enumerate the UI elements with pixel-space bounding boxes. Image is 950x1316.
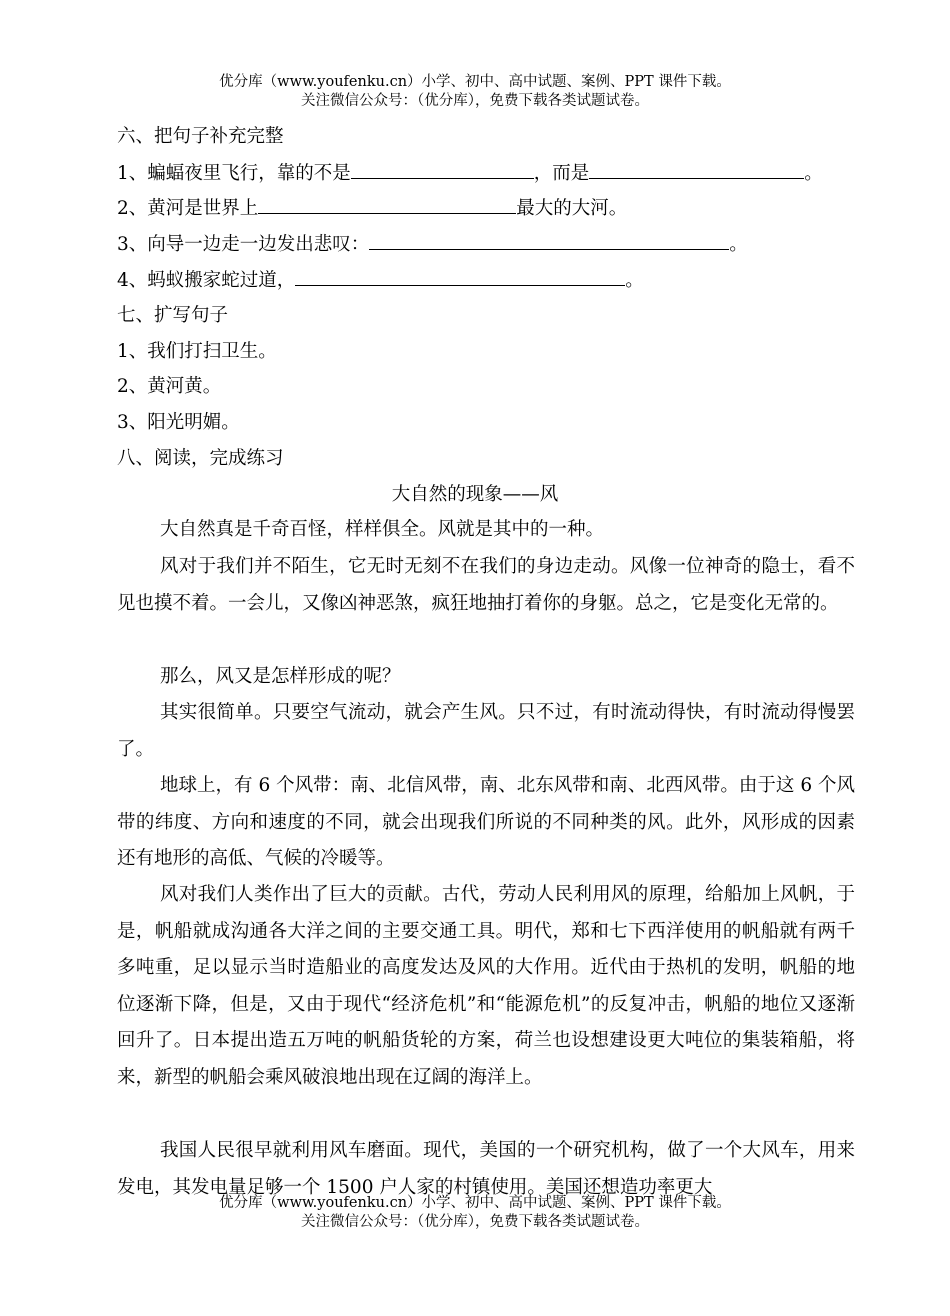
question-6-4-text-b: 。	[625, 270, 644, 291]
section-8-title: 八、阅读，完成练习	[117, 448, 284, 469]
article-paragraph-5: 地球上，有 6 个风带：南、北信风带，南、北东风带和南、北西风带。由于这 6 个风带的纬度、方向和速度的不同，就会出现我们所说的不同种类的风。此外，风形成的因素还有地形的高低、气候的冷暖等。	[117, 775, 855, 869]
question-6-1-text-b: ，而是	[533, 163, 590, 184]
article-paragraph-4: 其实很简单。只要空气流动，就会产生风。只不过，有时流动得快，有时流动得慢罢了。	[117, 702, 855, 760]
expand-item-2: 2、黄河黄。	[117, 376, 222, 397]
question-6-1-text-c: 。	[804, 163, 823, 184]
question-6-4	[117, 267, 644, 294]
article-paragraph-3: 那么，风又是怎样形成的呢？	[160, 666, 401, 687]
question-6-2-text-a: 2、黄河是世界上	[117, 198, 259, 219]
question-6-3	[117, 231, 748, 258]
answer-blank-6-3[interactable]	[369, 231, 729, 250]
question-6-3-text-b: 。	[729, 234, 748, 255]
question-6-1-text-a: 1、蝙蝠夜里飞行，靠的不是	[117, 163, 351, 184]
expand-item-3: 3、阳光明媚。	[117, 412, 240, 433]
answer-blank-6-2[interactable]	[258, 195, 516, 214]
answer-blank-6-1b[interactable]	[589, 160, 804, 179]
section-7-title: 七、扩写句子	[117, 305, 229, 326]
article-title: 大自然的现象——风	[391, 484, 559, 505]
header-line-1: 优分库（www.youfenku.cn）小学、初中、高中试题、案例、PPT 课件下载。	[219, 74, 731, 90]
answer-blank-6-1a[interactable]	[351, 160, 534, 179]
question-6-2	[117, 195, 627, 222]
question-6-1	[117, 160, 823, 187]
article-paragraph-2: 风对于我们并不陌生，它无时无刻不在我们的身边走动。风像一位神奇的隐士，看不见也摸不着。一会儿，又像凶神恶煞，疯狂地抽打着你的身躯。总之，它是变化无常的。	[117, 556, 855, 614]
article-paragraph-1: 大自然真是千奇百怪，样样俱全。风就是其中的一种。	[160, 519, 605, 540]
footer-line-1: 优分库（www.youfenku.cn）小学、初中、高中试题、案例、PPT 课件下载。	[219, 1195, 731, 1211]
answer-blank-6-4[interactable]	[295, 267, 625, 286]
article-paragraph-7: 我国人民很早就利用风车磨面。现代，美国的一个研究机构，做了一个大风车，用来发电，其发电量足够一个 1500 户人家的村镇使用。美国还想造功率更大	[117, 1140, 855, 1198]
header-line-2: 关注微信公众号：（优分库），免费下载各类试题试卷。	[301, 93, 649, 109]
question-6-3-text-a: 3、向导一边走一边发出悲叹：	[117, 234, 370, 255]
section-6-title: 六、把句子补充完整	[117, 126, 284, 147]
question-6-4-text-a: 4、蚂蚁搬家蛇过道，	[117, 270, 296, 291]
question-6-2-text-b: 最大的大河。	[516, 198, 628, 219]
expand-item-1: 1、我们打扫卫生。	[117, 341, 277, 362]
article-paragraph-6: 风对我们人类作出了巨大的贡献。古代，劳动人民利用风的原理，给船加上风帆，于是，帆船就成沟通各大洋之间的主要交通工具。明代，郑和七下西洋使用的帆船就有两千多吨重，足以显示当时造船业的高度发达及风的大作用。近代由于热机的发明，帆船的地位逐渐下降，但是，又由于现代“经济危机”和“能源危机”的反复冲击，帆船的地位又逐渐回升了。日本提出造五万吨的帆船货轮的方案，荷兰也设想建设更大吨位的集装箱船，将来，新型的帆船会乘风破浪地出现在辽阔的海洋上。	[117, 884, 855, 1088]
footer-line-2: 关注微信公众号：（优分库），免费下载各类试题试卷。	[301, 1214, 649, 1230]
